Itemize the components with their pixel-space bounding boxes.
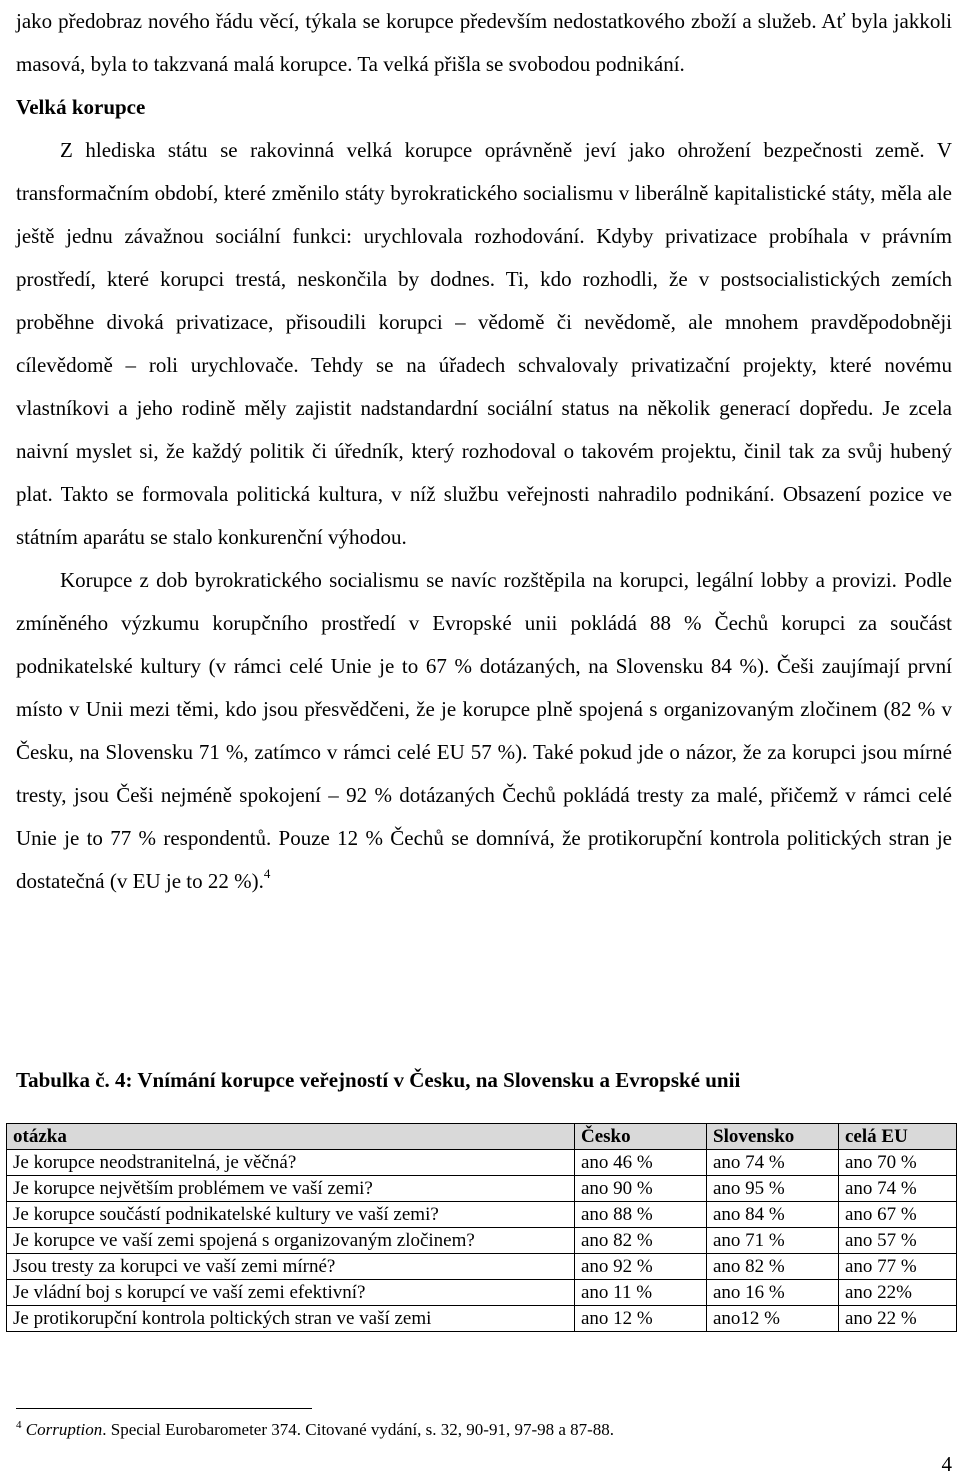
table-row: [7, 1202, 957, 1228]
header-question: otázka: [7, 1124, 575, 1150]
paragraph-korupce-stats: [16, 559, 952, 903]
table-row: [7, 1176, 957, 1202]
value-cell-cesko: ano 12 %: [575, 1306, 707, 1332]
value-cell-eu: ano 67 %: [839, 1202, 957, 1228]
value-cell-slovensko: ano 95 %: [707, 1176, 839, 1202]
question-cell: Je protikorupční kontrola poltických stran ve vaší zemi: [7, 1306, 575, 1332]
survey-table: [6, 1123, 957, 1332]
table-header-row: [7, 1124, 957, 1150]
page-number: 4: [941, 1452, 952, 1476]
footnote-separator: [16, 1408, 312, 1409]
value-cell-slovensko: ano12 %: [707, 1306, 839, 1332]
table-row: [7, 1280, 957, 1306]
header-cesko: Česko: [575, 1124, 707, 1150]
value-cell-cesko: ano 46 %: [575, 1150, 707, 1176]
footnote-reference[interactable]: 4: [263, 866, 271, 881]
value-cell-slovensko: ano 74 %: [707, 1150, 839, 1176]
question-cell: Je korupce součástí podnikatelské kultury ve vaší zemi?: [7, 1202, 575, 1228]
table-row: [7, 1228, 957, 1254]
section-heading: Velká korupce: [16, 95, 146, 119]
footnote-text: . Special Eurobarometer 374. Citované vydání, s. 32, 90-91, 97-98 a 87-88.: [102, 1420, 615, 1439]
paragraph-intro: jako předobraz nového řádu věcí, týkala se korupce především nedostatkového zboží a služeb. Ať byla jakkoli masová, byla to takzvaná malá korupce. Ta velká přišla se svobodou podnikání.: [16, 9, 952, 76]
header-eu: celá EU: [839, 1124, 957, 1150]
value-cell-eu: ano 70 %: [839, 1150, 957, 1176]
question-cell: Je vládní boj s korupcí ve vaší zemi efektivní?: [7, 1280, 575, 1306]
question-cell: Jsou tresty za korupci ve vaší zemi mírné?: [7, 1254, 575, 1280]
value-cell-cesko: ano 11 %: [575, 1280, 707, 1306]
table-row: [7, 1254, 957, 1280]
value-cell-slovensko: ano 16 %: [707, 1280, 839, 1306]
value-cell-eu: ano 77 %: [839, 1254, 957, 1280]
question-cell: Je korupce neodstranitelná, je věčná?: [7, 1150, 575, 1176]
question-cell: Je korupce největším problémem ve vaší zemi?: [7, 1176, 575, 1202]
table-row: [7, 1306, 957, 1332]
header-slovensko: Slovensko: [707, 1124, 839, 1150]
value-cell-eu: ano 57 %: [839, 1228, 957, 1254]
question-cell: Je korupce ve vaší zemi spojená s organizovaným zločinem?: [7, 1228, 575, 1254]
body-text: [16, 0, 952, 903]
value-cell-slovensko: ano 84 %: [707, 1202, 839, 1228]
value-cell-eu: ano 22 %: [839, 1306, 957, 1332]
table-caption: Tabulka č. 4: Vnímání korupce veřejností v Česku, na Slovensku a Evropské unii: [16, 1068, 741, 1092]
value-cell-cesko: ano 88 %: [575, 1202, 707, 1228]
value-cell-eu: ano 22%: [839, 1280, 957, 1306]
value-cell-eu: ano 74 %: [839, 1176, 957, 1202]
footnote-number: 4: [16, 1419, 22, 1431]
footnote-title: Corruption: [25, 1420, 103, 1439]
value-cell-cesko: ano 92 %: [575, 1254, 707, 1280]
table-row: [7, 1150, 957, 1176]
paragraph-korupce-stats-text: Korupce z dob byrokratického socialismu se navíc rozštěpila na korupci, legální lobby a provizi. Podle zmíněného výzkumu korupčního prostředí v Evropské unii pokládá 88 % Čechů korupci za součást podnikatelské kultury (v rámci celé Unie je to 67 % dotázaných, na Slovensku 84 %). Češi zaujímají první místo v Unii mezi těmi, kdo jsou přesvědčeni, že je korupce plně spojená s organizovaným zločinem (82 % v Česku, na Slovensku 71 %, zatímco v rámci celé EU 57 %). Také pokud jde o názor, že za korupci jsou mírné tresty, jsou Češi nejméně spokojení – 92 % dotázaných Čechů pokládá tresty za malé, přičemž v rámci celé Unie je to 77 % respondentů. Pouze 12 % Čechů se domnívá, že protikorupční kontrola politických stran je dostatečná (v EU je to 22 %).: [16, 568, 952, 893]
value-cell-slovensko: ano 71 %: [707, 1228, 839, 1254]
value-cell-cesko: ano 82 %: [575, 1228, 707, 1254]
paragraph-velka-korupce: Z hlediska státu se rakovinná velká korupce oprávněně jeví jako ohrožení bezpečnosti země. V transformačním období, které změnilo státy byrokratického socialismu v liberálně kapitalistické státy, měla ale ještě jednu závažnou sociální funkci: urychlovala rozhodování. Kdyby privatizace probíhala v právním prostředí, které korupci trestá, neskončila by dodnes. Ti, kdo rozhodli, že v postsocialistických zemích proběhne divoká privatizace, přisoudili korupci – vědomě či nevědomě, ale mnohem pravděpodobněji cílevědomě – roli urychlovače. Tehdy se na úřadech schvalovaly privatizační projekty, které novému vlastníkovi a jeho rodině měly zajistit nadstandardní sociální status na několik generací dopředu. Je zcela naivní myslet si, že každý politik či úředník, který rozhodoval o takovém projektu, činil tak za svůj hubený plat. Takto se formovala politická kultura, v níž službu veřejnosti nahradilo podnikání. Obsazení pozice ve státním aparátu se stalo konkurenční výhodou.: [16, 138, 952, 549]
value-cell-slovensko: ano 82 %: [707, 1254, 839, 1280]
footnote: [16, 1418, 614, 1442]
value-cell-cesko: ano 90 %: [575, 1176, 707, 1202]
